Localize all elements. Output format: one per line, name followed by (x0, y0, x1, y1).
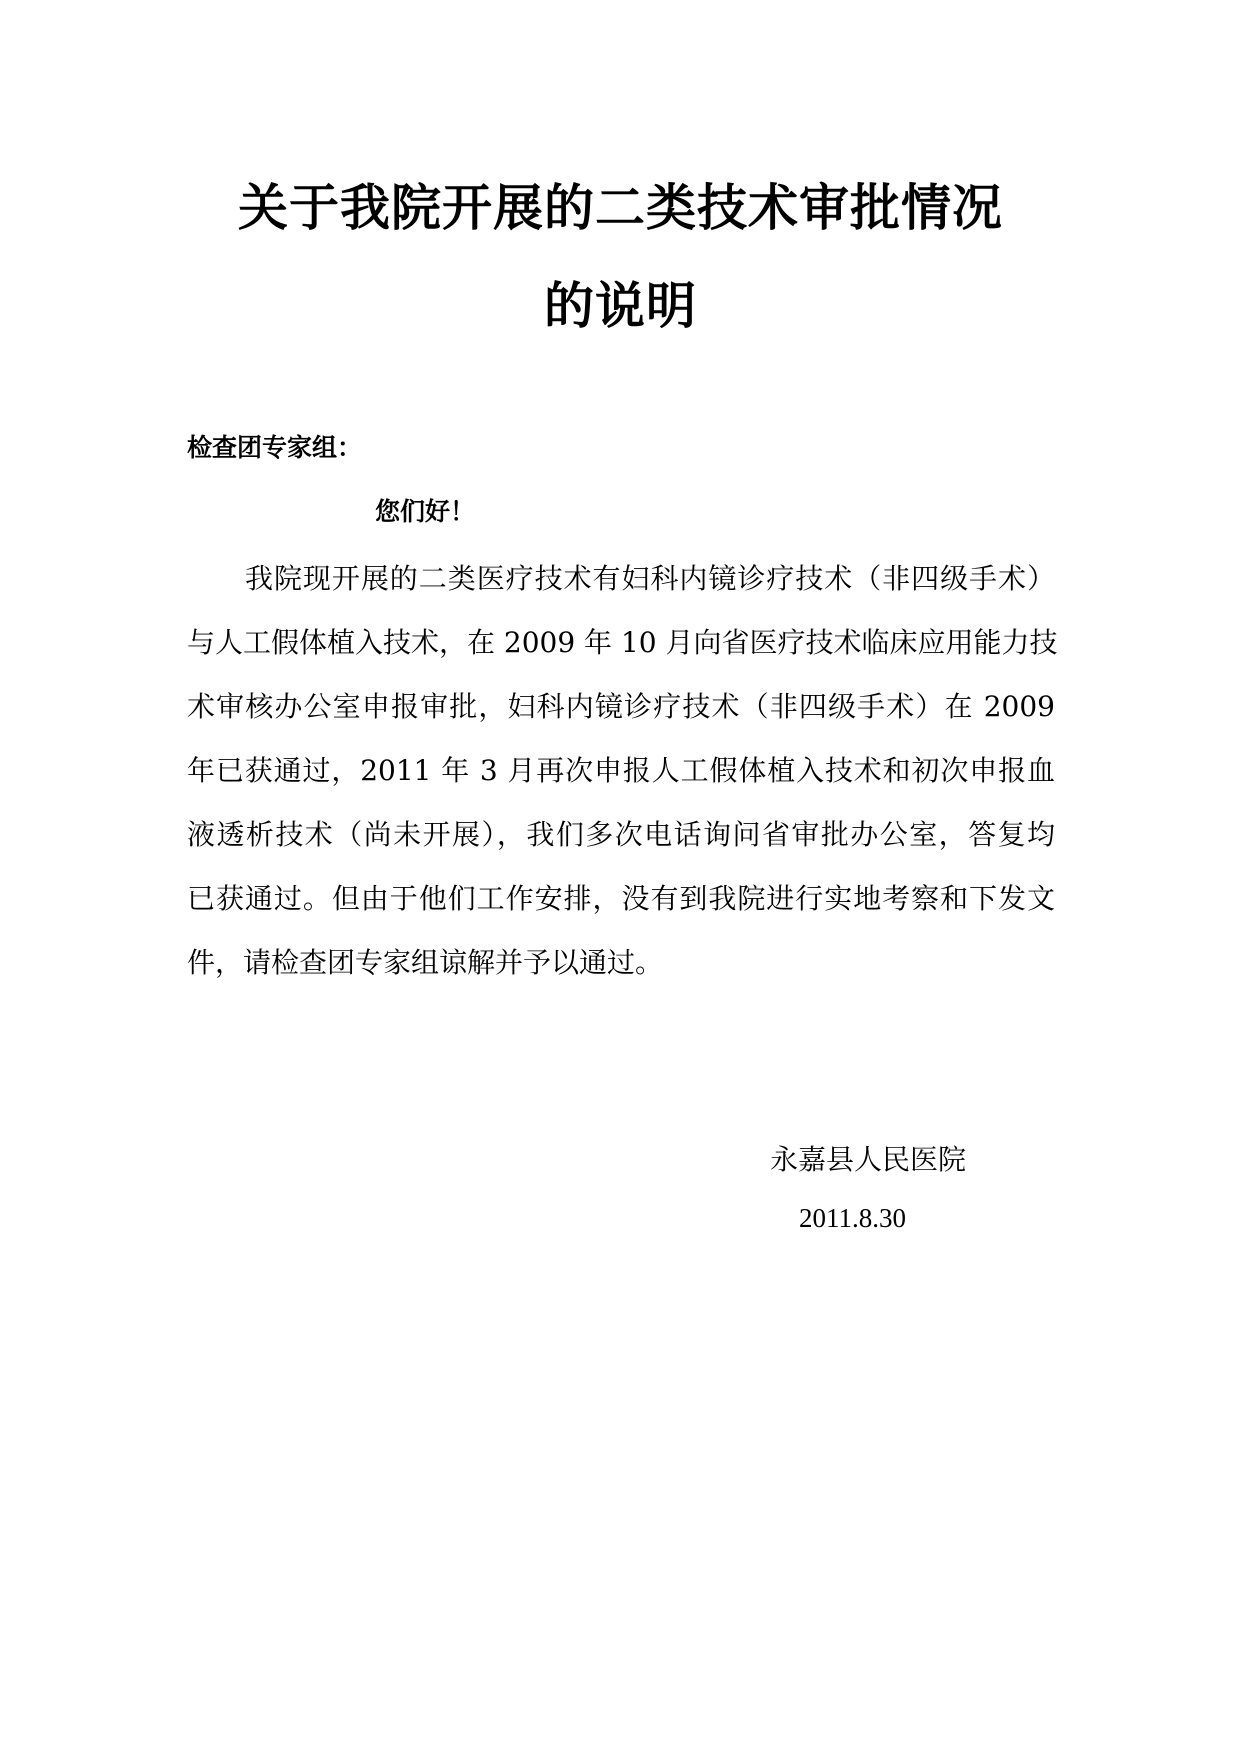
body-paragraph-line: 已获通过。但由于他们工作安排，没有到我院进行实地考察和下发文 (187, 882, 1055, 915)
body-paragraph-line: 与人工假体植入技术，在 2009 年 10 月向省医疗技术临床应用能力技 (187, 626, 1058, 659)
greeting: 您们好！ (375, 497, 476, 526)
body-paragraph-line: 我院现开展的二类医疗技术有妇科内镜诊疗技术（非四级手术） (245, 562, 1055, 595)
signature-date: 2011.8.30 (799, 1203, 906, 1233)
document-title-line-2: 的说明 (544, 277, 697, 335)
body-paragraph-line: 件，请检查团专家组谅解并予以通过。 (187, 946, 664, 979)
body-paragraph-line: 术审核办公室申报审批，妇科内镜诊疗技术（非四级手术）在 2009 (187, 690, 1055, 723)
document-title-line-1: 关于我院开展的二类技术审批情况 (238, 179, 1003, 237)
body-paragraph-line: 年已获通过，2011 年 3 月再次申报人工假体植入技术和初次申报血 (187, 754, 1055, 787)
body-paragraph-line: 液透析技术（尚未开展），我们多次电话询问省审批办公室，答复均 (187, 818, 1055, 851)
signature-organization: 永嘉县人民医院 (770, 1143, 967, 1176)
salutation: 检查团专家组： (187, 433, 363, 462)
